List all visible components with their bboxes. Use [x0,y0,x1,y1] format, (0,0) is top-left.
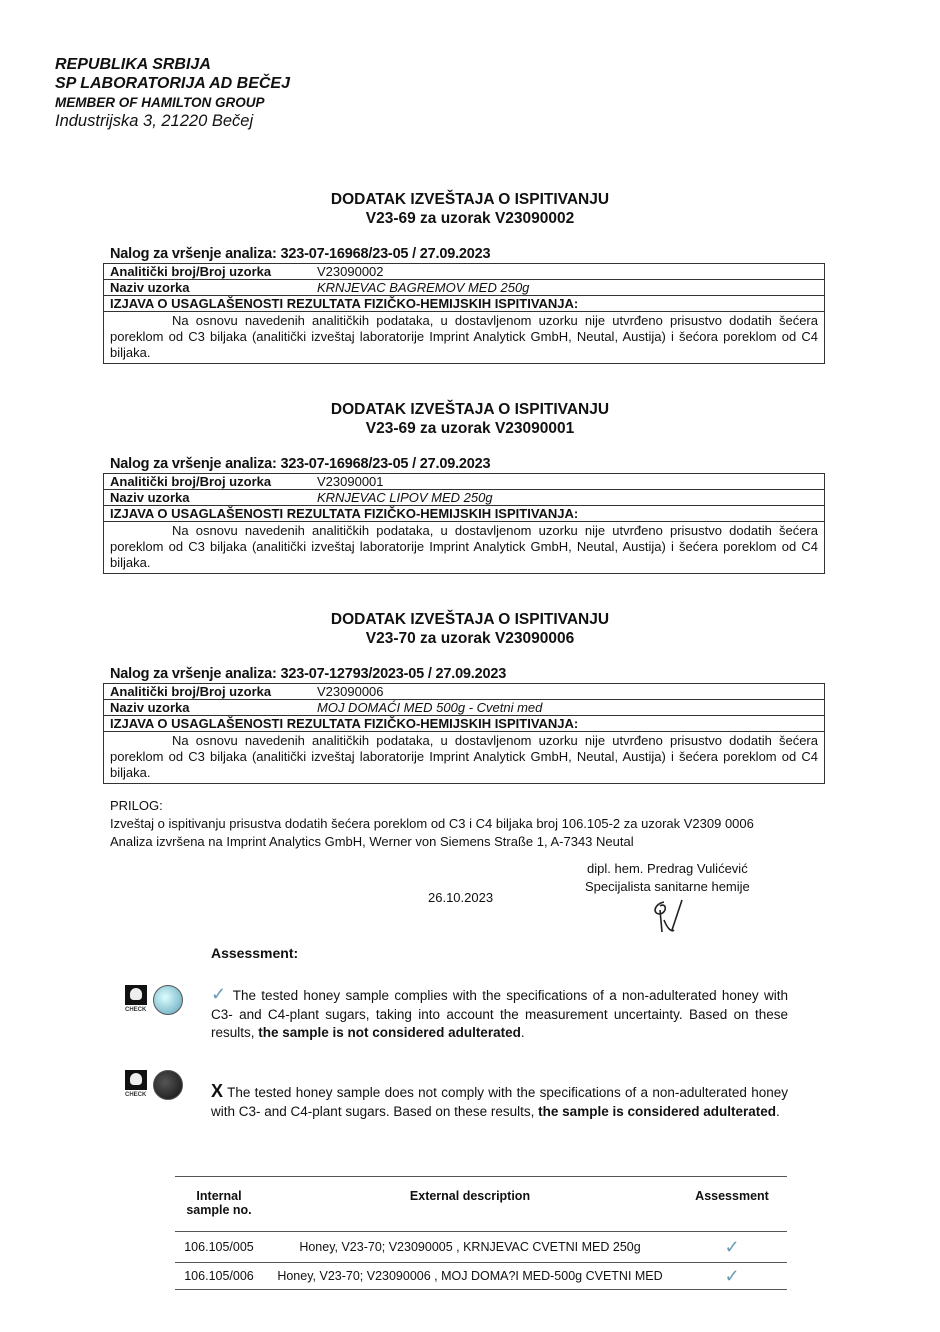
analytic-number-value: V23090006 [311,684,825,700]
report-date: 26.10.2023 [428,890,494,905]
declaration-text: Na osnovu navedenih analitičkih podataka, u dostavljenom uzorku nije utvrđeno prisustvo dodatih šećera poreklom od C3 biljaka (analitički izveštaj laboratorije Imprint Analytick GmbH, Neutal, Austija) i šećora poreklom od C4 biljaka. [104,312,825,364]
header-description: External description [409,1189,531,1203]
results-table [175,1176,787,1290]
fail-logo-icon: CHECK [123,1068,191,1104]
check-icon: ✓ [724,1236,740,1257]
report-subtitle: V23-69 za uzorak V23090002 [365,210,575,227]
declaration-text: Na osnovu navedenih analitičkih podataka, u dostavljenom uzorku nije utvrđeno prisustvo dodatih šećera poreklom od C3 biljaka (analitički izveštaj laboratorije Imprint Analytick GmbH, Neutal, Austija) i šećera poreklom od C4 biljaka. [104,522,825,574]
pass-logo-icon: CHECK [123,983,191,1019]
analytic-number-label: Analitički broj/Broj uzorka [104,264,312,280]
sample-name-value: KRNJEVAC BAGREMOV MED 250g [311,280,825,296]
attachment-line: Izveštaj o ispitivanju prisustva dodatih šećera poreklom od C3 i C4 biljaka broj 106.105-2 za uzorak V2309 0006 [110,816,754,831]
lab-header [55,55,290,131]
report-title: DODATAK IZVEŠTAJA O ISPITIVANJU [330,191,610,208]
analytic-number-label: Analitički broj/Broj uzorka [104,474,312,490]
analytic-number-label: Analitički broj/Broj uzorka [104,684,312,700]
header-country: REPUBLIKA SRBIJA [55,56,211,73]
signatory-name: dipl. hem. Predrag Vulićević [587,861,748,876]
header-lab-name: SP LABORATORIJA AD BEČEJ [55,75,290,92]
pass-statement: ✓ The tested honey sample complies with the specifications of a non-adulterated honey with C3- and C4-plant sugars, taking into account the measurement uncertainty. Based on these results, the sample is not considered adulterated. [211,984,789,1040]
report-subtitle: V23-70 za uzorak V23090006 [365,630,575,647]
sample-name-label: Naziv uzorka [104,490,312,506]
header-group: MEMBER OF HAMILTON GROUP [55,95,265,110]
sample-table [103,263,825,364]
declaration-title: IZJAVA O USAGLAŠENOSTI REZULTATA FIZIČKO-HEMIJSKIH ISPITIVANJA: [104,716,825,732]
header-assessment: Assessment [695,1189,769,1203]
attachment-label: PRILOG: [110,798,163,813]
signature-icon [642,896,702,936]
report-addendum [0,401,940,601]
order-line: Nalog za vršenje analiza: 323-07-12793/2023-05 / 27.09.2023 [110,666,507,682]
analytic-number-value: V23090002 [311,264,825,280]
sample-name-value: KRNJEVAC LIPOV MED 250g [311,490,825,506]
order-line: Nalog za vršenje analiza: 323-07-16968/23-05 / 27.09.2023 [110,246,491,262]
x-icon: X [211,1081,224,1101]
results-header-row [175,1177,787,1231]
sample-table [103,473,825,574]
order-line: Nalog za vršenje analiza: 323-07-16968/23-05 / 27.09.2023 [110,456,491,472]
declaration-title: IZJAVA O USAGLAŠENOSTI REZULTATA FIZIČKO-HEMIJSKIH ISPITIVANJA: [104,296,825,312]
signatory-role: Specijalista sanitarne hemije [585,879,750,894]
analytic-number-value: V23090001 [311,474,825,490]
assessment-title: Assessment: [211,945,299,961]
signature-block [585,860,750,941]
report-title: DODATAK IZVEŠTAJA O ISPITIVANJU [330,611,610,628]
header-internal: Internal sample no. [186,1189,252,1217]
fail-statement: X The tested honey sample does not comply with the specifications of a non-adulterated honey with C3- and C4-plant sugars. Based on these results, the sample is considered adulterated. [211,1081,788,1119]
sample-name-value: MOJ DOMAĆI MED 500g - Cvetni med [311,700,825,716]
table-row: 106.105/005 Honey, V23-70; V23090005 , KRNJEVAC CVETNI MED 250g ✓ [175,1232,787,1262]
report-addendum [0,191,940,391]
table-row: 106.105/006 Honey, V23-70; V23090006 , MOJ DOMA?I MED-500g CVETNI MED ✓ [175,1263,787,1289]
attachment-section [110,797,754,851]
report-title: DODATAK IZVEŠTAJA O ISPITIVANJU [330,401,610,418]
check-icon: ✓ [724,1265,740,1286]
header-address: Industrijska 3, 21220 Bečej [55,112,254,130]
declaration-text: Na osnovu navedenih analitičkih podataka, u dostavljenom uzorku nije utvrđeno prisustvo dodatih šećera poreklom od C3 biljaka (analitički izveštaj laboratorije Imprint Analytick GmbH, Neutal, Austija) i šećera poreklom od C4 biljaka. [104,732,825,784]
sample-name-label: Naziv uzorka [104,280,312,296]
declaration-title: IZJAVA O USAGLAŠENOSTI REZULTATA FIZIČKO-HEMIJSKIH ISPITIVANJA: [104,506,825,522]
report-subtitle: V23-69 za uzorak V23090001 [365,420,575,437]
check-icon: ✓ [211,984,228,1004]
report-addendum [0,611,940,811]
sample-table [103,683,825,784]
attachment-line: Analiza izvršena na Imprint Analytics GmbH, Werner von Siemens Straße 1, A-7343 Neutal [110,834,634,849]
sample-name-label: Naziv uzorka [104,700,312,716]
